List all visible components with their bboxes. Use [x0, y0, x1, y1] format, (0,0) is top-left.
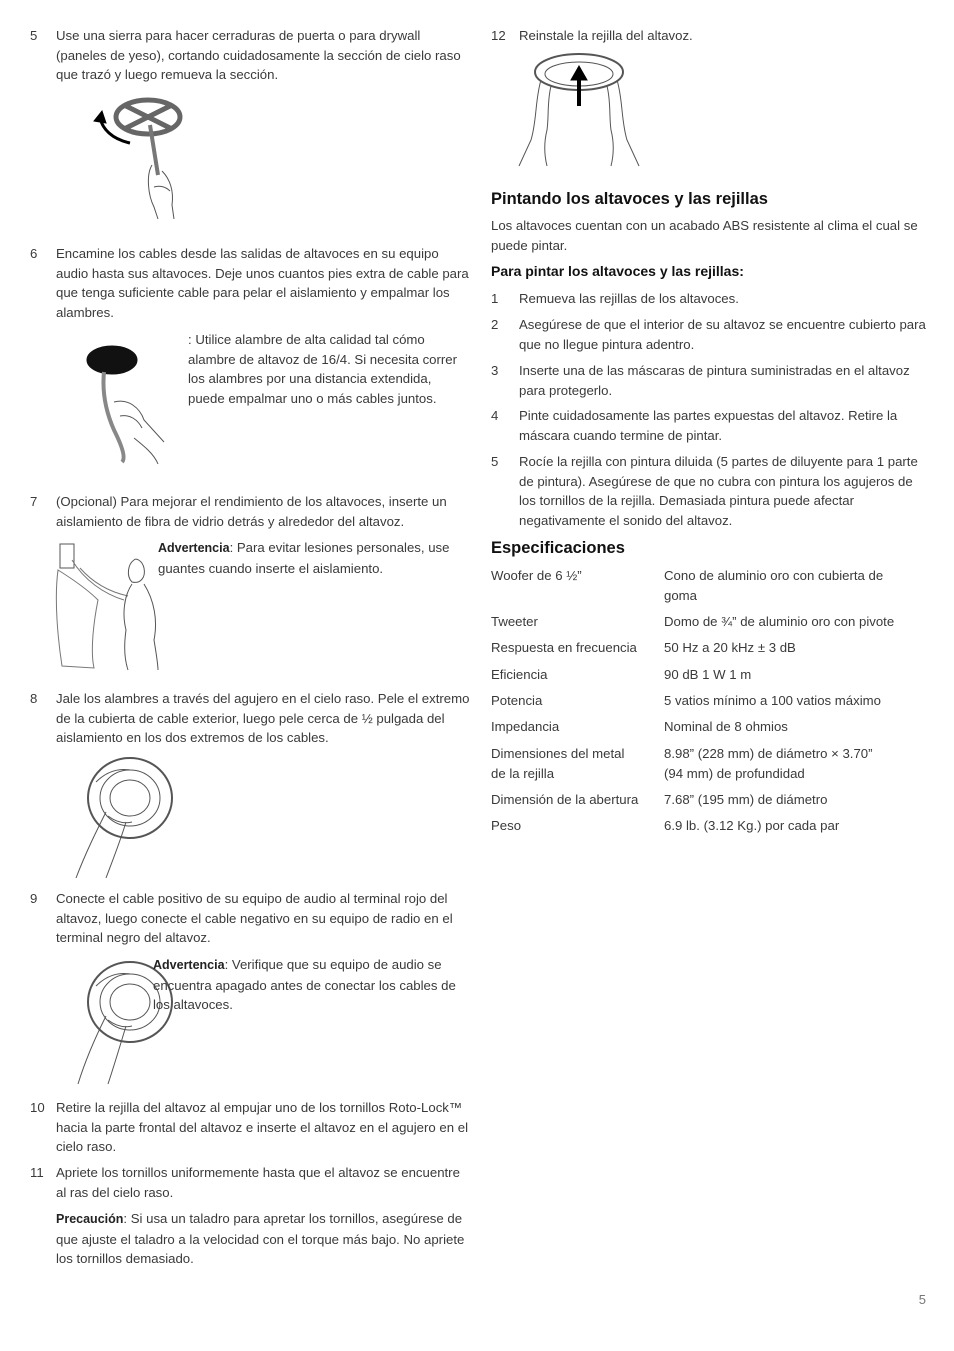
note-text: : Para evitar lesiones personales, use guantes cuando inserte el aislamiento.: [158, 540, 450, 576]
step-text: Inserte una de las máscaras de pintura suministradas en el altavoz para protegerlo.: [519, 363, 910, 398]
note-label: Precaución: [56, 1212, 124, 1226]
step-6-note: [188, 330, 470, 408]
step-number: 3: [491, 363, 499, 378]
step-text: Retire la rejilla del altavoz al empujar uno de los tornillos Roto-Lock™ hacia la parte frontal del altavoz e inserte el altavoz en el agujero en el cielo raso.: [56, 1100, 468, 1154]
painting-subheading: Para pintar los altavoces y las rejillas:: [491, 263, 744, 279]
step-number: 8: [30, 691, 38, 706]
spec-label: Tweeter: [491, 614, 538, 629]
step-6: [30, 244, 470, 322]
spec-label: Respuesta en frecuencia: [491, 640, 637, 655]
step-11-note: [56, 1209, 468, 1269]
spec-label: Peso: [491, 818, 522, 833]
step-12: [491, 26, 931, 46]
painting-intro: Los altavoces cuentan con un acabado ABS resistente al clima el cual se puede pintar.: [491, 218, 918, 253]
note-text: : Verifique que su equipo de audio se encuentra apagado antes de conectar los cables de los altavoces.: [153, 957, 456, 1012]
spec-label: Dimensión de la abertura: [491, 792, 639, 807]
spec-label: Woofer de 6 ½”: [491, 568, 582, 583]
spec-label: Potencia: [491, 693, 543, 708]
paint-step-5: [491, 452, 931, 530]
step-text: Encamine los cables desde las salidas de altavoces en su equipo audio hasta sus altavoces. Deje unos cuantos pies extra de cable para que tenga suficiente cable para pelar el aislamiento y empalmar los alambres.: [56, 246, 469, 320]
specs-heading: Especificaciones: [491, 539, 625, 557]
step-number: 7: [30, 494, 38, 509]
painting-heading: Pintando los altavoces y las rejillas: [491, 190, 768, 208]
step-number: 1: [491, 291, 499, 306]
step-text: Remueva las rejillas de los altavoces.: [519, 291, 739, 306]
spec-value: Nominal de 8 ohmios: [664, 719, 788, 734]
step-number: 9: [30, 891, 38, 906]
step-9-note: [153, 955, 468, 1015]
paint-step-4: [491, 406, 931, 445]
step-7-note: [158, 538, 468, 578]
step-text: Reinstale la rejilla del altavoz.: [519, 28, 693, 43]
step-9: [30, 889, 470, 948]
step-number: 10: [30, 1100, 45, 1115]
wire-routing-illustration: [84, 342, 196, 466]
step-number: 5: [30, 28, 38, 43]
spec-value: 5 vatios mínimo a 100 vatios máximo: [664, 693, 881, 708]
step-text: Jale los alambres a través del agujero en el cielo raso. Pele el extremo de la cubierta de cable exterior, luego pele cerca de ½ pulgada del aislamiento en los dos extremos de los cables.: [56, 691, 470, 745]
step-text: (Opcional) Para mejorar el rendimiento de los altavoces, inserte un aislamiento de fibra de vidrio detrás y alrededor del altavoz.: [56, 494, 447, 529]
step-number: 4: [491, 408, 499, 423]
spec-value: Domo de ¾” de aluminio oro con pivote: [664, 614, 895, 629]
spec-label: Eficiencia: [491, 667, 548, 682]
step-number: 11: [30, 1165, 44, 1180]
step-number: 2: [491, 317, 499, 332]
step-7: [30, 492, 470, 531]
step-number: 5: [491, 454, 499, 469]
wire-pulling-illustration: [56, 752, 176, 882]
grille-reinstall-illustration: [517, 50, 641, 170]
paint-step-2: [491, 315, 931, 354]
spec-label: Impedancia: [491, 719, 560, 734]
spec-value: Cono de aluminio oro con cubierta de goma: [664, 568, 884, 603]
step-text: Asegúrese de que el interior de su altavoz se encuentre cubierto para que no llegue pintura adentro.: [519, 317, 926, 352]
spec-value: 8.98” (228 mm) de diámetro × 3.70” (94 mm) de profundidad: [664, 746, 873, 781]
note-label: Advertencia: [158, 541, 230, 555]
step-8: [30, 689, 470, 748]
paint-step-3: [491, 361, 931, 400]
note-label: Advertencia: [153, 958, 225, 972]
note-text: : Si usa un taladro para apretar los tornillos, asegúrese de que ajuste el taladro a la velocidad con el torque más bajo. No apriete los tornillos demasiado.: [56, 1211, 465, 1266]
saw-cutting-illustration: [62, 95, 192, 225]
step-text: Conecte el cable positivo de su equipo de audio al terminal rojo del altavoz, luego conecte el cable negativo en su equipo de radio en el terminal negro del altavoz.: [56, 891, 453, 945]
step-text: Apriete los tornillos uniformemente hasta que el altavoz se encuentre al ras del cielo raso.: [56, 1165, 460, 1200]
spec-value: 50 Hz a 20 kHz ± 3 dB: [664, 640, 796, 655]
step-number: 6: [30, 246, 38, 261]
page-number: 5: [918, 1292, 926, 1307]
step-text: Rocíe la rejilla con pintura diluida (5 partes de diluyente para 1 parte de pintura). Asegúrese de que no cubra con pintura los agujeros de los tornillos de la rejilla. Demasiada pintura puede afectar negativamente el sonido del altavoz.: [519, 454, 918, 528]
insulation-illustration: [54, 540, 174, 672]
spec-value: 6.9 lb. (3.12 Kg.) por cada par: [664, 818, 840, 833]
spec-value: 7.68” (195 mm) de diámetro: [664, 792, 828, 807]
step-11: [30, 1163, 470, 1202]
spec-label: Dimensiones del metal de la rejilla: [491, 746, 625, 781]
step-text: Use una sierra para hacer cerraduras de puerta o para drywall (paneles de yeso), cortando cuidadosamente la sección de cielo raso que trazó y luego remueva la sección.: [56, 28, 461, 82]
step-number: 12: [491, 28, 506, 43]
step-5: [30, 26, 470, 85]
step-10: [30, 1098, 470, 1157]
note-text: : Utilice alambre de alta calidad tal cómo alambre de altavoz de 16/4. Si necesita correr los alambres por una distancia extendida, puede empalmar uno o más cables juntos.: [188, 332, 458, 406]
step-text: Pinte cuidadosamente las partes expuestas del altavoz. Retire la máscara cuando termine de pintar.: [519, 408, 898, 443]
paint-step-1: [491, 289, 931, 309]
spec-value: 90 dB 1 W 1 m: [664, 667, 752, 682]
